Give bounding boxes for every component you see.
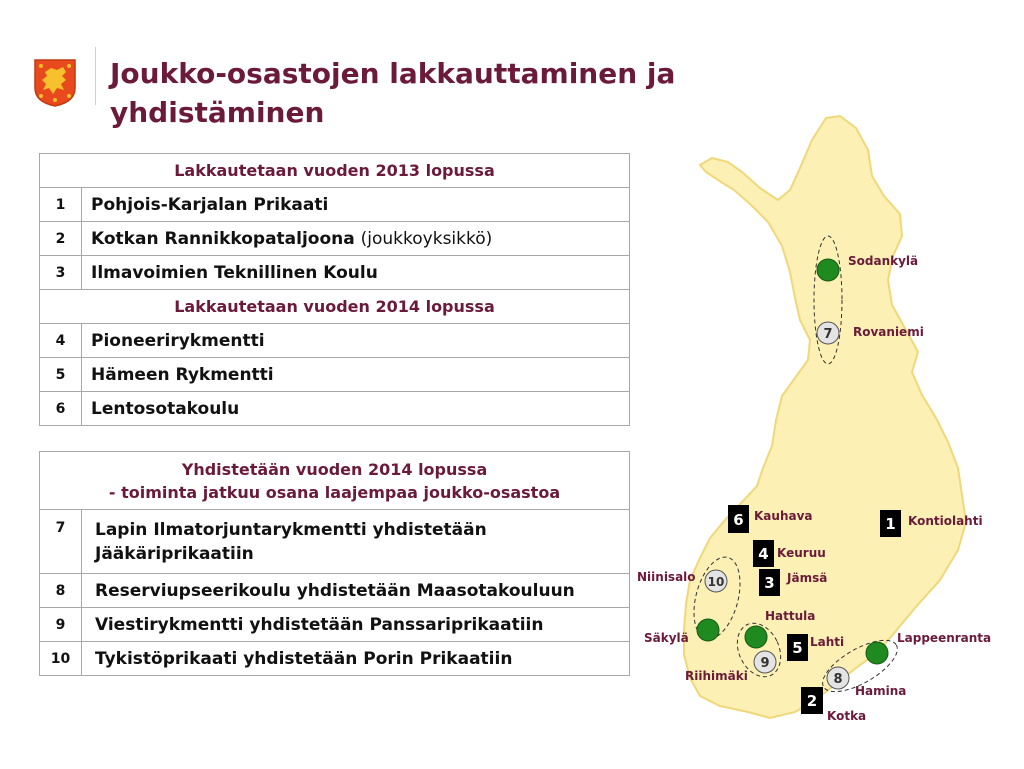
row-text: Ilmavoimien Teknillinen Koulu <box>82 256 630 290</box>
grey-marker-8-label: 8 <box>833 672 843 687</box>
title-divider <box>95 47 96 105</box>
table-row <box>40 510 630 574</box>
place-label-hattula: Hattula <box>765 609 816 623</box>
row-number: 8 <box>40 574 82 608</box>
row-text: Tykistöprikaati yhdistetään Porin Prikaatiin <box>82 642 630 676</box>
table-row <box>40 222 630 256</box>
row-text: Lapin Ilmatorjuntarykmentti yhdistetään Jääkäriprikaatiin <box>82 510 630 574</box>
closures-table <box>39 153 630 426</box>
title-line-1: Joukko-osastojen lakkauttaminen ja <box>110 57 676 90</box>
place-label-sodankyla: Sodankylä <box>848 254 919 268</box>
row-number: 3 <box>40 256 82 290</box>
finland-outline <box>684 116 966 718</box>
row-number: 7 <box>40 510 82 574</box>
row-number: 2 <box>40 222 82 256</box>
green-marker-lappeenranta <box>866 642 888 664</box>
row-text: Kotkan Rannikkopataljoona (joukkoyksikkö) <box>82 222 630 256</box>
row-text: Pioneerirykmentti <box>82 324 630 358</box>
place-label-kontiolahti: Kontiolahti <box>908 514 983 528</box>
place-label-sakyla: Säkylä <box>644 631 689 645</box>
row-number: 10 <box>40 642 82 676</box>
closure-marker-2-label: 2 <box>806 692 818 710</box>
row-text: Viestirykmentti yhdistetään Panssariprikaatiin <box>82 608 630 642</box>
closure-marker-1-label: 1 <box>885 515 896 533</box>
green-marker-hattula <box>745 626 767 648</box>
section-header-2013: Lakkautetaan vuoden 2013 lopussa <box>40 154 630 188</box>
finland-map <box>630 110 1024 730</box>
row-note: (joukkoyksikkö) <box>360 228 493 249</box>
place-label-lappeenranta: Lappeenranta <box>897 631 992 645</box>
mergers-header-line-1: Yhdistetään vuoden 2014 lopussa <box>181 459 488 479</box>
table-row <box>40 574 630 608</box>
grey-marker-9-label: 9 <box>760 656 770 671</box>
table-row <box>40 642 630 676</box>
closure-marker-6-label: 6 <box>733 511 744 529</box>
place-label-rovaniemi: Rovaniemi <box>853 325 924 339</box>
mergers-table <box>39 451 630 676</box>
place-label-riihimaki: Riihimäki <box>685 669 748 683</box>
place-label-kauhava: Kauhava <box>754 509 813 523</box>
section-header-2014: Lakkautetaan vuoden 2014 lopussa <box>40 290 630 324</box>
mergers-header-line-2: - toiminta jatkuu osana laajempaa joukko-osastoa <box>108 482 561 502</box>
place-label-hamina: Hamina <box>855 684 907 698</box>
row-number: 9 <box>40 608 82 642</box>
row-number: 1 <box>40 188 82 222</box>
row-text: Pohjois-Karjalan Prikaati <box>82 188 630 222</box>
green-marker-sodankyla <box>817 259 839 281</box>
place-label-kotka: Kotka <box>827 709 867 723</box>
row-text: Reserviupseerikoulu yhdistetään Maasotakouluun <box>82 574 630 608</box>
row-number: 5 <box>40 358 82 392</box>
green-marker-sakyla <box>697 619 719 641</box>
closure-marker-3-label: 3 <box>764 574 775 592</box>
coat-of-arms-logo <box>33 58 77 108</box>
table-row <box>40 358 630 392</box>
grey-marker-7-label: 7 <box>823 327 833 342</box>
closure-marker-5-label: 5 <box>792 639 803 657</box>
table-row <box>40 392 630 426</box>
place-label-keuruu: Keuruu <box>777 546 826 560</box>
row-text: Lentosotakoulu <box>82 392 630 426</box>
row-number: 6 <box>40 392 82 426</box>
place-label-niinisalo: Niinisalo <box>637 570 696 584</box>
mergers-header <box>40 452 630 510</box>
title-line-2: yhdistäminen <box>110 96 325 129</box>
closure-marker-4-label: 4 <box>758 545 769 563</box>
table-row <box>40 324 630 358</box>
row-number: 4 <box>40 324 82 358</box>
place-label-jamsa: Jämsä <box>787 571 828 585</box>
table-row <box>40 188 630 222</box>
place-label-lahti: Lahti <box>810 635 845 649</box>
table-row <box>40 256 630 290</box>
table-row <box>40 608 630 642</box>
grey-marker-10-label: 10 <box>707 575 725 589</box>
row-text: Hämeen Rykmentti <box>82 358 630 392</box>
